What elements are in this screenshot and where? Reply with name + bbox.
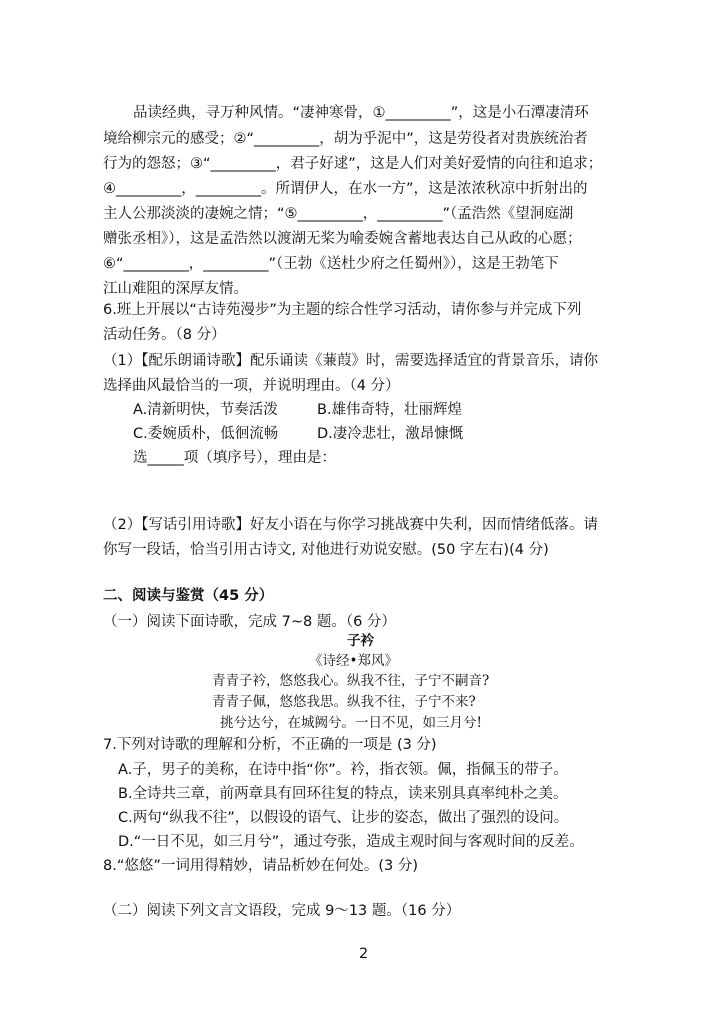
- part1-instruction: （一）阅读下面诗歌，完成 7~8 题。（6 分）: [103, 614, 396, 630]
- q6-option-b: B.雄伟奇特，壮丽辉煌: [317, 402, 463, 418]
- q6-sub1: （1）【配乐朗诵诗歌】配乐诵读《蒹葭》时，需要选择适宜的背景音乐，请你: [103, 353, 598, 369]
- q6-sub2: （2）【写话引用诗歌】好友小语在与你学习挑战赛中失利，因而情绪低落。请: [103, 517, 598, 533]
- q7-option-d: D.“一日不见，如三月兮”，通过夸张，造成主观时间与客观时间的反差。: [118, 834, 584, 850]
- poem-line: 青青子衿，悠悠我心。纵我不往，子宁不嗣音?: [212, 673, 490, 689]
- q7-option-b: B.全诗共三章，前两章具有回环往复的特点，读来别具真率纯朴之美。: [118, 786, 568, 802]
- q6-option-a: A.清新明快，节奏活泼: [133, 402, 278, 418]
- q6-answer-line: 选_____项（填序号），理由是：: [133, 450, 336, 466]
- section-heading: 二、阅读与鉴赏（45 分）: [103, 588, 274, 604]
- q8-stem: 8.“悠悠”一词用得精妙，请品析妙在何处。(3 分): [103, 858, 419, 874]
- passage-line: 行为的怨怒；③“_________，君子好逑”，这是人们对美好爱情的向往和追求；: [103, 156, 603, 172]
- q6-stem: 6.班上开展以“古诗苑漫步”为主题的综合性学习活动，请你参与并完成下列: [103, 302, 582, 318]
- page-number: 2: [359, 946, 369, 962]
- poem-source: 《诗经•郑风》: [309, 653, 398, 669]
- q7-option-c: C.两句“纵我不往”，以假设的语气、让步的姿态，做出了强烈的设问。: [118, 810, 569, 826]
- poem-line: 青青子佩，悠悠我思。纵我不往，子宁不来?: [212, 694, 476, 710]
- passage-line: 境给柳宗元的感受；②“_________，胡为乎泥中”，这是劳役者对贵族统治者: [103, 131, 588, 147]
- passage-line: 江山难阻的深厚友情。: [103, 281, 248, 297]
- passage-line: ⑥“_________，_________”（王勃《送杜少府之任蜀州》），这是王勃笔下: [103, 256, 559, 272]
- q7-stem: 7.下列对诗歌的理解和分析，不正确的一项是 (3 分): [103, 737, 437, 753]
- part2-instruction: （二）阅读下列文言文语段，完成 9～13 题。（16 分）: [103, 903, 461, 919]
- q7-option-a: A.子，男子的美称，在诗中指“你”。衿，指衣领。佩，指佩玉的带子。: [118, 762, 568, 778]
- poem-title: 子衿: [347, 633, 374, 649]
- q6-stem-cont: 活动任务。（8 分）: [103, 327, 226, 343]
- q6-option-c: C.委婉质朴，低徊流畅: [133, 426, 279, 442]
- q6-option-d: D.凄冷悲壮，激昂慷慨: [317, 426, 464, 442]
- q6-sub2-cont: 你写一段话，恰当引用古诗文, 对他进行劝说安慰。(50 字左右)(4 分): [103, 542, 549, 558]
- passage-line: ④_________，_________。所谓伊人，在水一方”，这是浓浓秋凉中折射出的: [103, 181, 588, 197]
- q6-sub1-cont: 选择曲风最恰当的一项，并说明理由。（4 分）: [103, 378, 400, 394]
- poem-line: 挑兮达兮，在城阙兮。一日不见，如三月兮!: [220, 715, 482, 731]
- passage-line: 主人公那淡淡的凄婉之情；“⑤_________，_________”（孟浩然《望洞庭湖: [103, 206, 574, 222]
- passage-line: 品读经典，寻万种风情。“凄神寒骨，①_________”，这是小石潭凄清环: [133, 105, 589, 121]
- passage-line: 赠张丞相》），这是孟浩然以渡湖无桨为喻委婉含蓄地表达自己从政的心愿；: [103, 231, 582, 247]
